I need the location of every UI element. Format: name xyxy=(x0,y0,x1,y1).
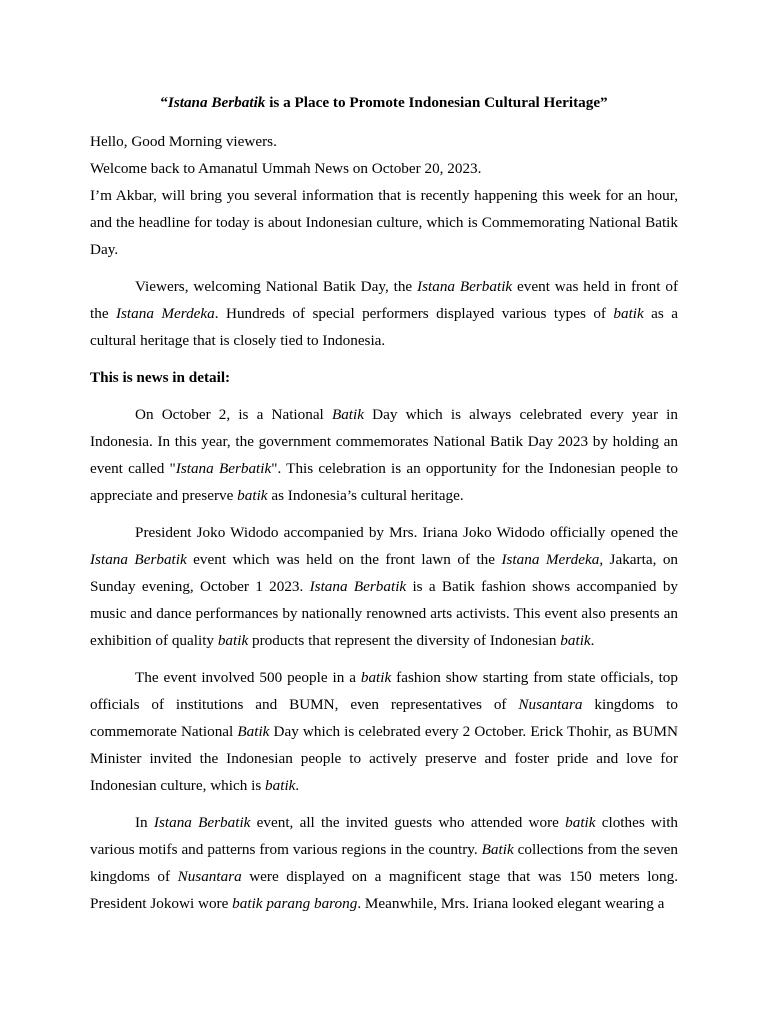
detail-heading: This is news in detail: xyxy=(90,369,231,386)
paragraph-4: The event involved 500 people in a batik fashion show starting from state officials, top officials of institutions and BUMN, even representatives of Nusantara kingdoms to commemorate National Batik Day which is celebrated every 2 October. Erick Thohir, as BUMN Minister invited the Indonesian people to actively preserve and foster pride and love for Indonesian culture, which is batik. xyxy=(90,669,678,794)
greeting-line: Hello, Good Morning viewers. xyxy=(90,133,277,150)
paragraph-5: In Istana Berbatik event, all the invited guests who attended wore batik clothes with various motifs and patterns from various regions in the country. Batik collections from the seven kingdoms of Nusantara were displayed on a magnificent stage that was 150 meters long. President Jokowi wore batik parang barong. Meanwhile, Mrs. Iriana looked elegant wearing a xyxy=(90,814,679,912)
host-intro: I’m Akbar, will bring you several information that is recently happening this week for an hour, and the headline for today is about Indonesian culture, which is Commemorating National Batik Day. xyxy=(90,187,678,258)
title-open-quote: “ xyxy=(160,94,168,111)
paragraph-2: On October 2, is a National Batik Day which is always celebrated every year in Indonesia. In this year, the government commemorates National Batik Day 2023 by holding an event called "Istana Berbatik". This celebration is an opportunity for the Indonesian people to appreciate and preserve batik as Indonesia’s cultural heritage. xyxy=(90,406,679,504)
paragraph-3: President Joko Widodo accompanied by Mrs. Iriana Joko Widodo officially opened the Istana Berbatik event which was held on the front lawn of the Istana Merdeka, Jakarta, on Sunday evening, October 1 2023. Istana Berbatik is a Batik fashion shows accompanied by music and dance performances by nationally renowned arts activists. This event also presents an exhibition of quality batik products that represent the diversity of Indonesian batik. xyxy=(90,524,679,649)
document-title xyxy=(90,92,678,114)
title-rest: is a Place to Promote Indonesian Cultural Heritage” xyxy=(265,94,608,111)
document-page xyxy=(90,92,678,927)
welcome-line: Welcome back to Amanatul Ummah News on October 20, 2023. xyxy=(90,160,482,177)
paragraph-1: Viewers, welcoming National Batik Day, the Istana Berbatik event was held in front of the Istana Merdeka. Hundreds of special performers displayed various types of batik as a cultural heritage that is closely tied to Indonesia. xyxy=(90,278,678,349)
title-italic: Istana Berbatik xyxy=(167,94,266,111)
